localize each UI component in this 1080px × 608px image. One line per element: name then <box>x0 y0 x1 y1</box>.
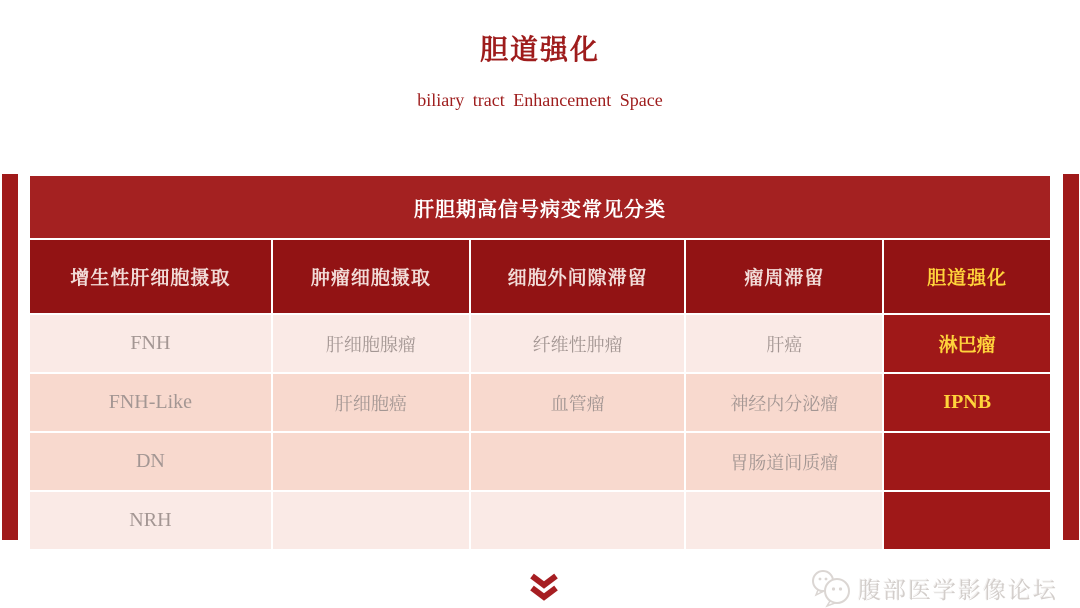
table-cell: FNH <box>30 315 271 372</box>
column-header-extracellular-retention: 细胞外间隙滞留 <box>471 240 684 313</box>
column-header-peritumoral-retention: 瘤周滞留 <box>686 240 882 313</box>
table-cell: 肝细胞腺瘤 <box>273 315 469 372</box>
table-cell: 神经内分泌瘤 <box>686 374 882 431</box>
table-cell: 纤维性肿瘤 <box>471 315 684 372</box>
slide-page <box>0 28 1080 608</box>
table-cell: 血管瘤 <box>471 374 684 431</box>
table-cell: DN <box>30 433 271 490</box>
chat-bubbles-logo-icon <box>810 568 852 608</box>
table-cell-highlight <box>884 433 1050 490</box>
table-cell-highlight: 淋巴瘤 <box>884 315 1050 372</box>
classification-table <box>30 176 1050 549</box>
table-banner: 肝胆期高信号病变常见分类 <box>30 176 1050 238</box>
column-header-biliary-enhancement: 胆道强化 <box>884 240 1050 313</box>
table-cell <box>471 492 684 549</box>
table-cell: 胃肠道间质瘤 <box>686 433 882 490</box>
table-cell <box>686 492 882 549</box>
page-title: 胆道强化 <box>479 34 600 65</box>
watermark-text: 腹部医学影像论坛 <box>858 576 1058 603</box>
page-subtitle: biliary tract Enhancement Space <box>417 90 663 110</box>
table-cell-highlight <box>884 492 1050 549</box>
table-cell: 肝细胞癌 <box>273 374 469 431</box>
table-cell <box>273 492 469 549</box>
table-cell-highlight: IPNB <box>884 374 1050 431</box>
double-chevron-down-icon[interactable] <box>525 572 563 606</box>
column-header-proliferative-uptake: 增生性肝细胞摄取 <box>30 240 271 313</box>
table-cell: NRH <box>30 492 271 549</box>
right-accent-bar <box>1063 174 1079 540</box>
table-cell: 肝癌 <box>686 315 882 372</box>
footer <box>0 566 1080 608</box>
table-cell <box>471 433 684 490</box>
watermark <box>810 568 1058 608</box>
table-cell: FNH-Like <box>30 374 271 431</box>
table-cell <box>273 433 469 490</box>
column-header-tumor-cell-uptake: 肿瘤细胞摄取 <box>273 240 469 313</box>
left-accent-bar <box>2 174 18 540</box>
